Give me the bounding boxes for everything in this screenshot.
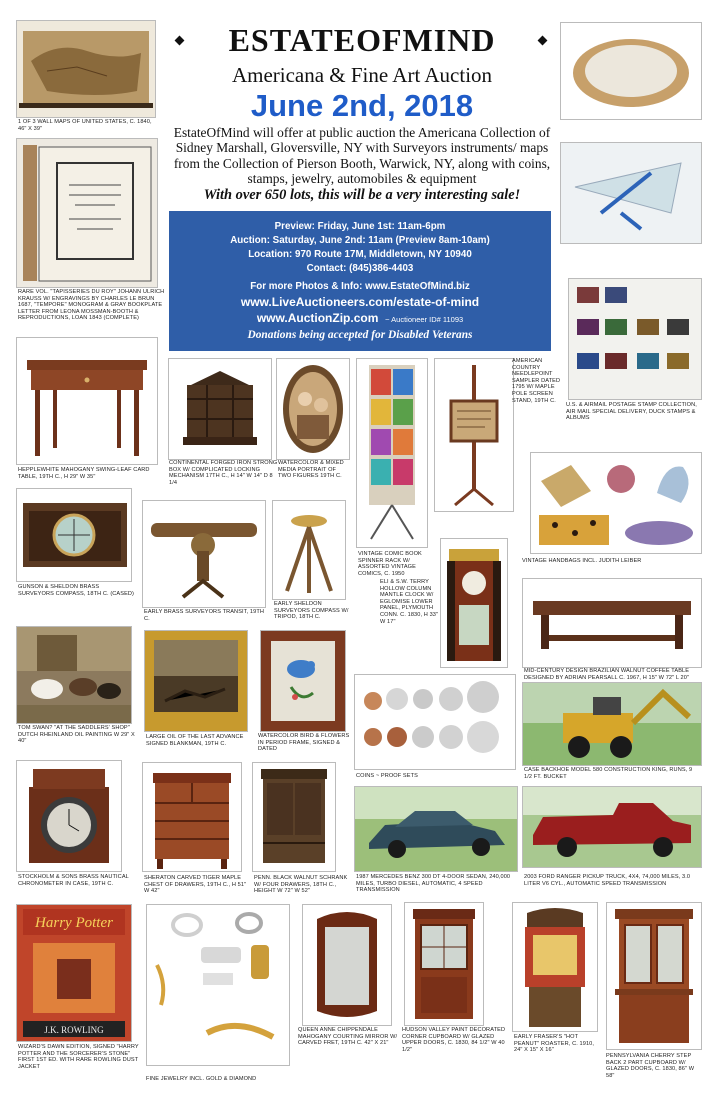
table-photo	[16, 337, 158, 465]
stamps-photo	[568, 278, 702, 400]
glass-table-photo	[560, 142, 702, 244]
intro-text: EstateOfMind will offer at public auction the Americana Collection of Sidney Marshall, Gloversville, NY with Surveyors instruments/ maps from the Collection of Pierson Booth, Warwick, NY, along with coins, stamps, jewelry, automobiles & equipment	[173, 125, 551, 186]
mirror-photo	[302, 904, 392, 1026]
clock-photo	[440, 538, 508, 668]
jewelry-photo	[146, 904, 290, 1066]
more-info-line[interactable]: For more Photos & Info: www.EstateOfMind.biz	[250, 281, 470, 292]
wardrobe-caption: PENN. BLACK WALNUT SCHRANK W/ FOUR DRAWERS, 18TH C., HEIGHT W 72" W 52"	[254, 875, 348, 895]
bird-caption: WATERCOLOR BIRD & FLOWERS IN PERIOD FRAME, SIGNED & DATED	[258, 733, 350, 753]
auctionzip-link[interactable]: www.AuctionZip.com	[256, 311, 379, 325]
compass-photo	[16, 488, 132, 582]
peanut-roaster-caption: EARLY FRASER'S "HOT PEANUT" ROASTER, C. 1910, 24" X 15" X 16"	[514, 1034, 595, 1054]
tagline: With over 650 lots, this will be a very interesting sale!	[203, 187, 521, 203]
needlepoint-caption: AMERICAN COUNTRY NEEDLEPOINT SAMPLER DATED 1795 W/ MAPLE POLE SCREEN STAND, 19TH C.	[512, 358, 561, 404]
backhoe-caption: CASE BACKHOE MODEL 580 CONSTRUCTION KING, RUNS, 9 1/2 FT. BUCKET	[524, 767, 693, 780]
painting-caption: LARGE OIL OF THE LAST ADVANCE SIGNED BLANKMAN, 19TH C.	[146, 734, 244, 747]
brand-logo	[172, 22, 552, 60]
location-line: Location: 970 Route 17M, Middletown, NY 10940	[248, 249, 472, 260]
stamps-caption: U.S. & AIRMAIL POSTAGE STAMP COLLECTION, AIR MAIL SPECIAL DELIVERY, DUCK STAMPS & ALBUMS	[566, 402, 697, 422]
book-photo	[16, 138, 158, 288]
auction-line: Auction: Saturday, June 2nd: 11am (Preview 8am-10am)	[230, 235, 490, 246]
chest-photo	[142, 762, 242, 872]
step-back-cupboard-photo	[606, 902, 702, 1050]
peanut-roaster-photo	[512, 902, 598, 1032]
chronometer-photo	[16, 760, 122, 872]
truck-caption: 2003 FORD RANGER PICKUP TRUCK, 4X4, 74,000 MILES, 3.0 LITER V6 CYL., AUTOMATIC SPEED TRANSMISSION	[524, 874, 691, 887]
horses-photo	[16, 626, 132, 724]
map-caption: 1 OF 3 WALL MAPS OF UNITED STATES, C. 1840, 46" X 39"	[18, 119, 152, 132]
coffee-table-photo	[522, 578, 702, 668]
chest-caption: SHERATON CARVED TIGER MAPLE CHEST OF DRAWERS, 19TH C., H 51" W 42"	[144, 875, 247, 895]
portrait-caption: WATERCOLOR & MIXED MEDIA PORTRAIT OF TWO FIGURES 19TH C.	[278, 460, 344, 480]
transit-caption: EARLY BRASS SURVEYORS TRANSIT, 19TH C.	[144, 609, 264, 622]
contact-line: Contact: (845)386-4403	[306, 263, 414, 274]
svg-text:Harry Potter: Harry Potter	[35, 915, 113, 931]
brand-name: ESTATEOFMIND	[228, 22, 496, 58]
comics-caption: VINTAGE COMIC BOOK SPINNER RACK W/ ASSORTED VINTAGE COMICS, C. 1950	[358, 551, 422, 577]
tripod-caption: EARLY SHELDON SURVEYORS COMPASS W/ TRIPOD, 18TH C.	[274, 601, 349, 621]
needlepoint-photo	[434, 358, 514, 512]
coins-caption: COINS ~ PROOF SETS	[356, 773, 418, 779]
iron-box-caption: CONTINENTAL FORGED IRON STRONG BOX W/ COMPLICATED LOCKING MECHANISM 17TH C., H 14" W 14" D 8 1/4	[169, 460, 278, 486]
bird-photo	[260, 630, 346, 732]
tripod-photo	[272, 500, 346, 600]
portrait-photo	[276, 358, 350, 460]
coins-photo	[354, 674, 516, 770]
diamond-ornament-left	[175, 36, 185, 46]
chronometer-caption: STOCKHOLM & SONS BRASS NAUTICAL CHRONOMETER IN CASE, 19TH C.	[18, 874, 129, 887]
diamond-ornament-right	[538, 36, 548, 46]
step-back-cupboard-caption: PENNSYLVANIA CHERRY STEP BACK 2 PART CUPBOARD W/ GLAZED DOORS, C. 1830, 86" W 58"	[606, 1053, 695, 1079]
auctionzip-line	[169, 311, 551, 325]
info-box	[169, 211, 551, 351]
svg-text:J.K. ROWLING: J.K. ROWLING	[44, 1025, 104, 1035]
map-photo	[16, 20, 156, 118]
subtitle: Americana & Fine Art Auction	[231, 63, 493, 87]
jewelry-caption: FINE JEWELRY INCL. GOLD & DIAMOND	[146, 1076, 257, 1082]
auction-date: June 2nd, 2018	[250, 88, 474, 123]
preview-line: Preview: Friday, June 1st: 11am-6pm	[274, 221, 446, 232]
wardrobe-photo	[252, 762, 336, 872]
painting-photo	[144, 630, 248, 732]
mirror-caption: QUEEN ANNE CHIPPENDALE MAHOGANY COURTING MIRROR W/ CARVED FRET, 19TH C. 42" X 21"	[298, 1027, 398, 1047]
corner-cupboard-photo	[404, 902, 484, 1026]
transit-photo	[142, 500, 266, 608]
compass-caption: GUNSON & SHELDON BRASS SURVEYORS COMPASS, 18TH C. (CASED)	[18, 584, 135, 597]
comics-photo	[356, 358, 428, 548]
auctioneer-id: ~ Auctioneer ID# 11093	[385, 315, 464, 324]
truck-photo	[522, 786, 702, 868]
backhoe-photo	[522, 682, 702, 766]
mercedes-photo	[354, 786, 518, 872]
harry-potter-photo	[16, 904, 132, 1042]
harry-potter-caption: WIZARD'S DAWN EDITION, SIGNED "HARRY POTTER AND THE SORCERER'S STONE" FIRST 1ST ED. WITH RARE ROWLING DUST JACKET	[18, 1044, 139, 1070]
clock-caption: ELI & S.W. TERRY HOLLOW COLUMN MANTLE CLOCK W/ EGLOMISE LOWER PANEL, PLYMOUTH CONN. C. 1830, H 33" W 17"	[380, 579, 439, 625]
purses-photo	[530, 452, 702, 554]
tray-photo	[560, 22, 702, 120]
table-caption: HEPPLEWHITE MAHOGANY SWING-LEAF CARD TABLE, 19TH C., H 29" W 35"	[18, 467, 150, 480]
purses-caption: VINTAGE HANDBAGS INCL. JUDITH LEIBER	[522, 558, 642, 564]
live-auctioneers-link[interactable]: www.LiveAuctioneers.com/estate-of-mind	[240, 295, 480, 309]
horses-caption: TOM SWAN? "AT THE SADDLERS' SHOP" DUTCH RHEINLAND OIL PAINTING W 29" X 40"	[18, 725, 135, 745]
corner-cupboard-caption: HUDSON VALLEY PAINT DECORATED CORNER CUPBOARD W/ GLAZED UPPER DOORS, C. 1830, 84 1/2" W 40 1/2"	[402, 1027, 506, 1053]
donations-line: Donations being accepted for Disabled Veterans	[247, 329, 473, 341]
book-caption: RARE VOL. "TAPISSERIES DU ROY" JOHANN ULRICH KRAUSS W/ ENGRAVINGS BY CHARLES LE BRUN 1687, "TEMPORE" MONOGRAM & GRAY BOOKPLATE LETTER FROM LEONA MOSSMAN-BOOTH & REPRODUCTIONS, LOAN 1843 (COMPLETE)	[18, 289, 165, 322]
coffee-table-caption: MID-CENTURY DESIGN BRAZILIAN WALNUT COFFEE TABLE DESIGNED BY ADRIAN PEARSALL C. 1967, H 15" W 72" L 20"	[524, 668, 690, 681]
mercedes-caption: 1987 MERCEDES BENZ 300 DT 4-DOOR SEDAN, 240,000 MILES, TURBO DIESEL, AUTOMATIC, 4 SPEED TRANSMISSION	[356, 874, 511, 894]
iron-box-photo	[168, 358, 272, 460]
